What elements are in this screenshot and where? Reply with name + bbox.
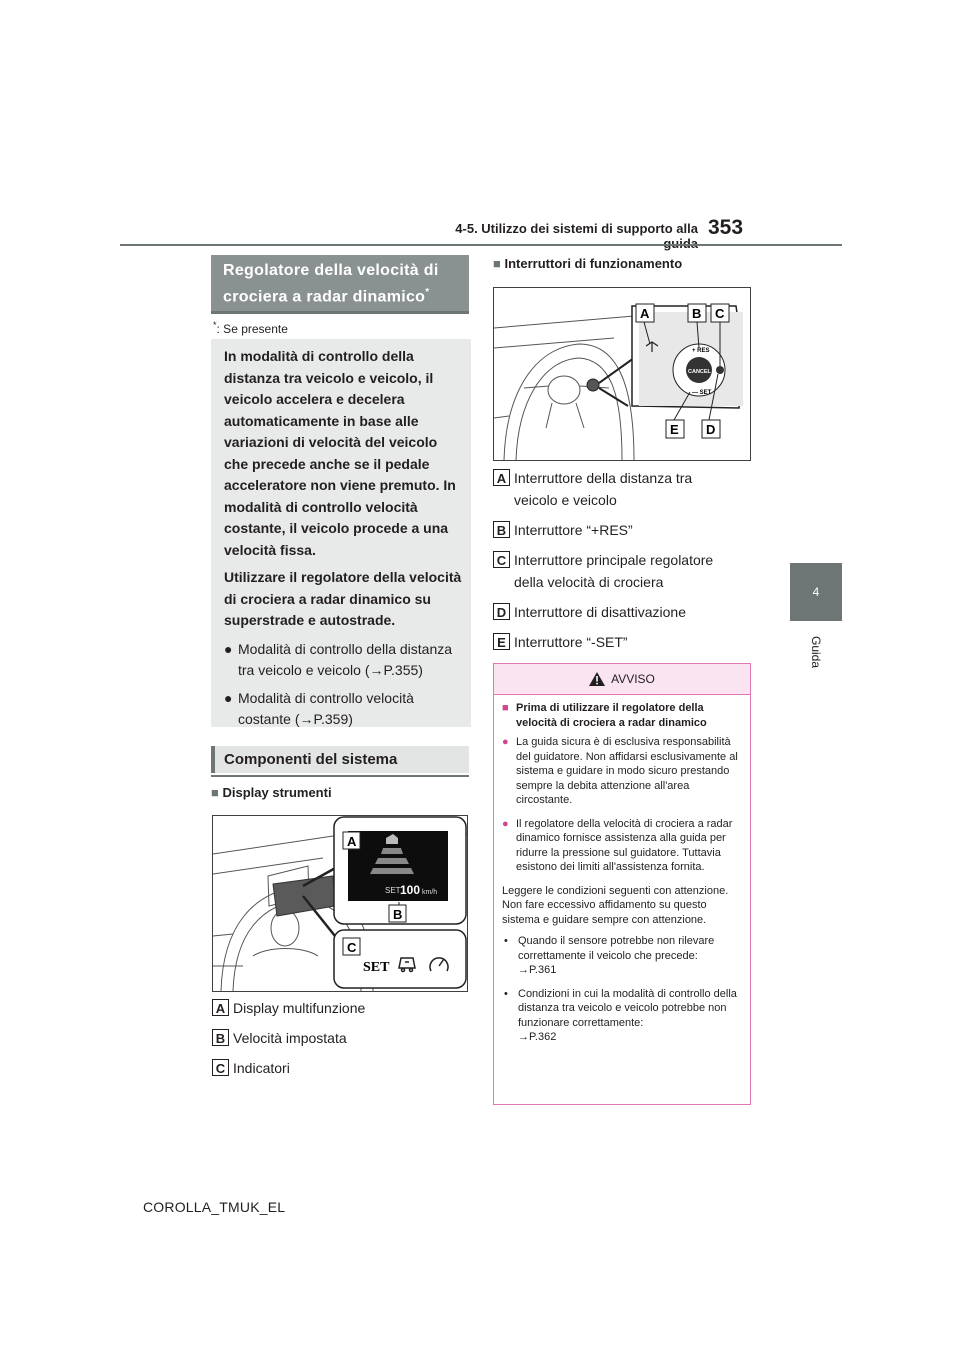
bullet-dot-icon: ● bbox=[502, 817, 509, 830]
warning-triangle-icon bbox=[589, 672, 605, 686]
callout-a: A bbox=[640, 306, 650, 321]
legend-item-a: A Interruttore della distanza tra veicolo e veicolo bbox=[493, 467, 751, 511]
callout-a: A bbox=[347, 834, 357, 849]
legend-item-e: E Interruttore “-SET” bbox=[493, 631, 751, 653]
section-title-rule bbox=[211, 311, 469, 314]
legend-item-a: A Display multifunzione bbox=[212, 997, 470, 1019]
set-indicator-text: SET bbox=[363, 960, 390, 975]
warning-box bbox=[493, 663, 751, 1105]
header-rule bbox=[120, 244, 842, 246]
warning-paragraph: Leggere le condizioni seguenti con attenzione. Non fare eccessivo affidamento su questo sistema e guidare sempre con attenzione. bbox=[502, 884, 729, 926]
page-reference-link[interactable]: →P.361 bbox=[518, 964, 557, 976]
footnote: *: Se presente bbox=[213, 320, 288, 336]
operation-switches-figure bbox=[493, 287, 751, 461]
callout-e: E bbox=[670, 422, 679, 437]
components-title: Componenti del sistema bbox=[211, 746, 469, 773]
footer-model-code: COROLLA_TMUK_EL bbox=[143, 1199, 286, 1215]
callout-b: B bbox=[393, 907, 403, 922]
legend-item-b: B Interruttore “+RES” bbox=[493, 519, 751, 541]
chapter-tab[interactable] bbox=[790, 563, 842, 621]
display-unit: km/h bbox=[422, 889, 438, 896]
warning-header bbox=[494, 664, 750, 695]
section-title: Regolatore della velocità di crociera a radar dinamico* bbox=[211, 255, 469, 311]
intro-bullet: ● Modalità di controllo della distanza tra veicolo e veicolo (→P.355) bbox=[224, 639, 463, 681]
square-bullet-icon: ■ bbox=[493, 256, 501, 271]
legend-item-b: B Velocità impostata bbox=[212, 1027, 470, 1049]
header-section-title: 4-5. Utilizzo dei sistemi di supporto alla bbox=[455, 221, 698, 236]
bullet-dot-icon: ● bbox=[224, 689, 233, 706]
display-legend bbox=[212, 997, 470, 1079]
set-label: — SET bbox=[692, 390, 712, 396]
callout-c: C bbox=[715, 306, 725, 321]
square-bullet-icon: ■ bbox=[502, 702, 509, 714]
page-number: 353 bbox=[708, 216, 744, 239]
bullet-dot-icon: ● bbox=[502, 736, 509, 748]
legend-item-c: C Indicatori bbox=[212, 1057, 470, 1079]
square-bullet-icon: ■ bbox=[211, 785, 219, 800]
main-switch-icon bbox=[716, 366, 724, 374]
warning-condition: • Quando il sensore potrebbe non rilevare correttamente il veicolo che precede: →P.361 bbox=[504, 935, 715, 976]
dashboard-illustration bbox=[213, 816, 467, 991]
warning-title: AVVISO bbox=[611, 672, 655, 686]
intro-bullet: ● Modalità di controllo velocità costante (→P.359) bbox=[224, 688, 463, 730]
warning-condition: • Condizioni in cui la modalità di controllo della distanza tra veicolo e veicolo potrebbe non funzionare correttamente: →P.362 bbox=[504, 987, 737, 1043]
display-speed: 100 bbox=[400, 883, 421, 897]
res-label: + RES bbox=[692, 348, 710, 354]
display-heading: ■ Display strumenti bbox=[211, 785, 332, 800]
cancel-label: CANCEL bbox=[688, 369, 711, 375]
page-reference-link[interactable]: →P.362 bbox=[518, 1031, 557, 1043]
components-title-rule bbox=[211, 775, 469, 777]
callout-b: B bbox=[692, 306, 702, 321]
warning-heading: ■ Prima di utilizzare il regolatore della velocità di crociera a radar dinamico bbox=[502, 702, 707, 729]
legend-item-d: D Interruttore di disattivazione bbox=[493, 601, 751, 623]
warning-bullet: ● La guida sicura è di esclusiva responsabilità del guidatore. Non affidarsi esclusivamente al sistema e guidare in modo sicuro prestando sempre la debita attenzione all'area circostante. bbox=[502, 736, 738, 806]
legend-item-c: C Interruttore principale regolatore della velocità di crociera bbox=[493, 549, 751, 593]
chapter-number: 4 bbox=[812, 585, 820, 599]
callout-c: C bbox=[347, 940, 357, 955]
warning-bullet: ● Il regolatore della velocità di crociera a radar dinamico fornisce assistenza alla guida per ridurre la pressione sul guidatore. Tuttavia esistono dei limiti all'assistenza fornita. bbox=[502, 817, 733, 873]
steering-wheel-illustration bbox=[494, 288, 750, 460]
instrument-display-figure bbox=[212, 815, 468, 992]
display-set-label: SET bbox=[385, 886, 401, 895]
intro-paragraph-2: Utilizzare il regolatore della velocità di crociera a radar dinamico su superstrade e autostrade. bbox=[224, 569, 462, 628]
switches-legend bbox=[493, 467, 751, 653]
callout-d: D bbox=[706, 422, 716, 437]
switches-heading: ■ Interruttori di funzionamento bbox=[493, 256, 683, 271]
bullet-dot-icon: ● bbox=[224, 640, 233, 657]
chapter-tab-label: Guida bbox=[809, 635, 823, 669]
intro-paragraph-1: In modalità di controllo della distanza tra veicolo e veicolo, il veicolo accelera e decelera automaticamente in base alle variazioni di velocità del veicolo che precede anche se il pedale acceleratore non viene premuto. In modalità di controllo velocità costante, il veicolo procede a una velocità fissa. bbox=[224, 348, 456, 558]
intro-box bbox=[211, 339, 471, 727]
